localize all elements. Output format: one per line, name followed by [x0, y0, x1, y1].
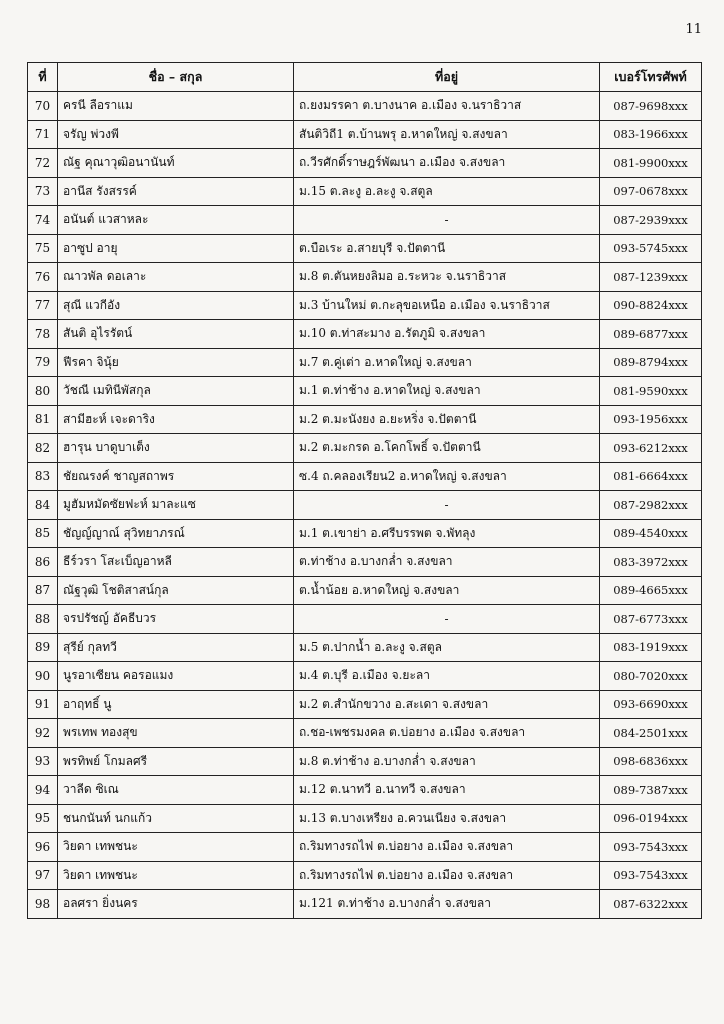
row-address: ถ.ริมทางรถไฟ ต.บ่อยาง อ.เมือง จ.สงขลา — [294, 833, 600, 862]
row-phone: 081-9590xxx — [600, 377, 702, 406]
row-address: ม.2 ต.มะกรด อ.โคกโพธิ์ จ.ปัตตานี — [294, 434, 600, 463]
row-address: ม.8 ต.ตันหยงลิมอ อ.ระหวะ จ.นราธิวาส — [294, 263, 600, 292]
row-number: 86 — [28, 548, 58, 577]
row-address: ม.13 ต.บางเหรียง อ.ควนเนียง จ.สงขลา — [294, 804, 600, 833]
row-phone: 081-6664xxx — [600, 462, 702, 491]
row-name: นูรอาเซียน คอรอแมง — [58, 662, 294, 691]
row-phone: 089-6877xxx — [600, 320, 702, 349]
table-row — [28, 662, 702, 691]
row-number: 85 — [28, 519, 58, 548]
table-row — [28, 434, 702, 463]
header-row — [28, 63, 702, 92]
row-phone: 093-7543xxx — [600, 861, 702, 890]
row-number: 72 — [28, 149, 58, 178]
table-row — [28, 690, 702, 719]
row-address: ม.1 ต.ท่าช้าง อ.หาดใหญ่ จ.สงขลา — [294, 377, 600, 406]
row-name: วิยดา เทพชนะ — [58, 861, 294, 890]
row-address: - — [294, 605, 600, 634]
row-address: ม.7 ต.คู่เต่า อ.หาดใหญ่ จ.สงขลา — [294, 348, 600, 377]
row-phone: 093-7543xxx — [600, 833, 702, 862]
table-row — [28, 861, 702, 890]
table-row — [28, 348, 702, 377]
row-number: 73 — [28, 177, 58, 206]
row-address: ม.12 ต.นาทวี อ.นาทวี จ.สงขลา — [294, 776, 600, 805]
row-name: จรปรัชญ์ อัคธีบวร — [58, 605, 294, 634]
row-number: 96 — [28, 833, 58, 862]
row-address: ม.2 ต.สำนักขวาง อ.สะเดา จ.สงขลา — [294, 690, 600, 719]
row-phone: 087-6773xxx — [600, 605, 702, 634]
row-number: 82 — [28, 434, 58, 463]
row-address: ซ.4 ถ.คลองเรียน2 อ.หาดใหญ่ จ.สงขลา — [294, 462, 600, 491]
table-row — [28, 576, 702, 605]
row-number: 94 — [28, 776, 58, 805]
table-row — [28, 177, 702, 206]
row-name: อาฤทธิ์ นู — [58, 690, 294, 719]
row-number: 76 — [28, 263, 58, 292]
row-name: วาลีด ซิเณ — [58, 776, 294, 805]
row-address: ม.121 ต.ท่าช้าง อ.บางกล่ำ จ.สงขลา — [294, 890, 600, 919]
table-row — [28, 92, 702, 121]
row-number: 98 — [28, 890, 58, 919]
row-name: วัชณี เมทินีพัสกุล — [58, 377, 294, 406]
row-phone: 089-8794xxx — [600, 348, 702, 377]
table-row — [28, 719, 702, 748]
table-row — [28, 234, 702, 263]
row-number: 77 — [28, 291, 58, 320]
row-phone: 087-9698xxx — [600, 92, 702, 121]
table-header — [28, 63, 702, 92]
table-row — [28, 804, 702, 833]
row-phone: 098-6836xxx — [600, 747, 702, 776]
row-phone: 083-3972xxx — [600, 548, 702, 577]
row-address: ถ.ริมทางรถไฟ ต.บ่อยาง อ.เมือง จ.สงขลา — [294, 861, 600, 890]
table-row — [28, 747, 702, 776]
row-number: 93 — [28, 747, 58, 776]
row-address: ต.ท่าช้าง อ.บางกล่ำ จ.สงขลา — [294, 548, 600, 577]
row-phone: 096-0194xxx — [600, 804, 702, 833]
contact-table — [27, 62, 702, 919]
row-phone: 093-1956xxx — [600, 405, 702, 434]
row-address: ม.1 ต.เขาย่า อ.ศรีบรรพต จ.พัทลุง — [294, 519, 600, 548]
row-phone: 089-4665xxx — [600, 576, 702, 605]
row-phone: 090-8824xxx — [600, 291, 702, 320]
table-row — [28, 548, 702, 577]
row-number: 89 — [28, 633, 58, 662]
row-name: ธีร์วรา โสะเบ็ญอาหลี — [58, 548, 294, 577]
header-phone: เบอร์โทรศัพท์ — [600, 63, 702, 92]
row-phone: 097-0678xxx — [600, 177, 702, 206]
row-address: สันติวิถี1 ต.บ้านพรุ อ.หาดใหญ่ จ.สงขลา — [294, 120, 600, 149]
row-name: สุรีย์ กุลทวี — [58, 633, 294, 662]
row-phone: 083-1919xxx — [600, 633, 702, 662]
row-phone: 089-4540xxx — [600, 519, 702, 548]
table-row — [28, 519, 702, 548]
table-row — [28, 491, 702, 520]
row-name: มูฮัมหมัดซัยฟะห์ มาละแซ — [58, 491, 294, 520]
table-row — [28, 377, 702, 406]
row-name: พรเทพ ทองสุข — [58, 719, 294, 748]
row-number: 71 — [28, 120, 58, 149]
row-name: สามีฮะห์ เจะดาริง — [58, 405, 294, 434]
row-name: สุณี แวกีอัง — [58, 291, 294, 320]
row-number: 80 — [28, 377, 58, 406]
row-number: 79 — [28, 348, 58, 377]
row-name: จรัญ พ่วงพี — [58, 120, 294, 149]
row-phone: 087-1239xxx — [600, 263, 702, 292]
row-phone: 093-6690xxx — [600, 690, 702, 719]
row-name: อานีส รังสรรค์ — [58, 177, 294, 206]
row-name: วิยดา เทพชนะ — [58, 833, 294, 862]
row-address: - — [294, 491, 600, 520]
row-address: ม.5 ต.ปากน้ำ อ.ละงู จ.สตูล — [294, 633, 600, 662]
table-body — [28, 92, 702, 919]
row-phone: 087-2939xxx — [600, 206, 702, 235]
row-number: 78 — [28, 320, 58, 349]
row-address: ต.น้ำน้อย อ.หาดใหญ่ จ.สงขลา — [294, 576, 600, 605]
table-row — [28, 149, 702, 178]
row-name: อาซูป อายุ — [58, 234, 294, 263]
row-address: - — [294, 206, 600, 235]
row-address: ม.10 ต.ท่าสะมาง อ.รัตภูมิ จ.สงขลา — [294, 320, 600, 349]
row-number: 74 — [28, 206, 58, 235]
table-row — [28, 120, 702, 149]
table-row — [28, 776, 702, 805]
row-number: 87 — [28, 576, 58, 605]
row-name: ณัฐ คุณาวุฒิอนานันท์ — [58, 149, 294, 178]
row-address: ถ.วีรศักดิ์ราษฎร์พัฒนา อ.เมือง จ.สงขลา — [294, 149, 600, 178]
row-number: 91 — [28, 690, 58, 719]
row-name: ครนี ลือราแม — [58, 92, 294, 121]
table-row — [28, 206, 702, 235]
row-name: สันติ อุไรรัตน์ — [58, 320, 294, 349]
row-address: ม.3 บ้านใหม่ ต.กะลุขอเหนือ อ.เมือง จ.นราธิวาส — [294, 291, 600, 320]
table-row — [28, 833, 702, 862]
row-name: ชัญญ์ญาณ์ สุวิทยาภรณ์ — [58, 519, 294, 548]
row-name: อลศรา ยิ่งนคร — [58, 890, 294, 919]
row-address: ต.บือเระ อ.สายบุรี จ.ปัตตานี — [294, 234, 600, 263]
table-row — [28, 320, 702, 349]
header-no: ที่ — [28, 63, 58, 92]
table-row — [28, 462, 702, 491]
row-name: ชัยณรงค์ ชาญสถาพร — [58, 462, 294, 491]
row-name: ณัฐวุฒิ โชติสาสน์กุล — [58, 576, 294, 605]
row-phone: 084-2501xxx — [600, 719, 702, 748]
row-number: 70 — [28, 92, 58, 121]
table-row — [28, 405, 702, 434]
row-number: 83 — [28, 462, 58, 491]
row-phone: 089-7387xxx — [600, 776, 702, 805]
row-address: ม.2 ต.มะนังยง อ.ยะหริ่ง จ.ปัตตานี — [294, 405, 600, 434]
header-address: ที่อยู่ — [294, 63, 600, 92]
row-name: อนันต์ แวสาหละ — [58, 206, 294, 235]
header-name: ชื่อ – สกุล — [58, 63, 294, 92]
table-row — [28, 605, 702, 634]
row-phone: 081-9900xxx — [600, 149, 702, 178]
table-row — [28, 890, 702, 919]
row-phone: 083-1966xxx — [600, 120, 702, 149]
row-phone: 087-2982xxx — [600, 491, 702, 520]
row-address: ถ.ชอ-เพชรมงคล ต.บ่อยาง อ.เมือง จ.สงขลา — [294, 719, 600, 748]
row-address: ถ.ยงมรรคา ต.บางนาค อ.เมือง จ.นราธิวาส — [294, 92, 600, 121]
row-name: ชนกนันท์ นกแก้ว — [58, 804, 294, 833]
page-number: 11 — [685, 22, 702, 37]
row-number: 90 — [28, 662, 58, 691]
row-number: 84 — [28, 491, 58, 520]
row-address: ม.4 ต.บุรี อ.เมือง จ.ยะลา — [294, 662, 600, 691]
row-number: 92 — [28, 719, 58, 748]
table-row — [28, 633, 702, 662]
row-number: 97 — [28, 861, 58, 890]
row-name: ณาวพัล ดอเลาะ — [58, 263, 294, 292]
row-phone: 087-6322xxx — [600, 890, 702, 919]
table-row — [28, 263, 702, 292]
row-phone: 080-7020xxx — [600, 662, 702, 691]
row-phone: 093-6212xxx — [600, 434, 702, 463]
row-number: 95 — [28, 804, 58, 833]
table-row — [28, 291, 702, 320]
row-name: พรทิพย์ โกมลศรี — [58, 747, 294, 776]
row-address: ม.15 ต.ละงู อ.ละงู จ.สตูล — [294, 177, 600, 206]
row-address: ม.8 ต.ท่าช้าง อ.บางกล่ำ จ.สงขลา — [294, 747, 600, 776]
row-number: 88 — [28, 605, 58, 634]
row-number: 81 — [28, 405, 58, 434]
row-number: 75 — [28, 234, 58, 263]
row-phone: 093-5745xxx — [600, 234, 702, 263]
row-name: ฮารุน บาดูบาเต็ง — [58, 434, 294, 463]
row-name: ฟีรคา จินุ้ย — [58, 348, 294, 377]
